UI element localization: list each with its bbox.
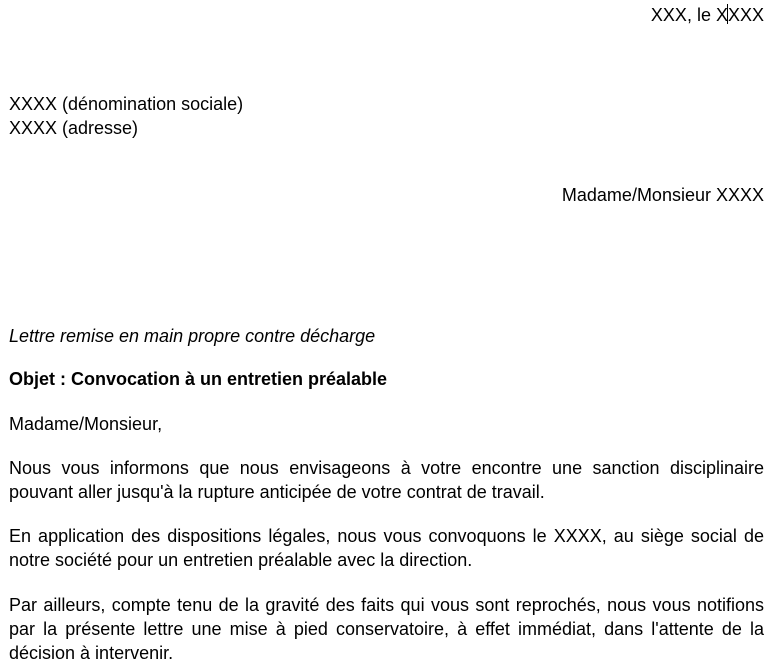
place-date-suffix: XXX	[727, 5, 764, 25]
sender-name: XXXX (dénomination sociale)	[9, 94, 244, 114]
paragraph-convocation: En application des dispositions légales, nous vous convoquons le XXXX, au siège social de notre société pour un entretien préalable avec la direction.	[9, 526, 764, 570]
place-date-prefix: XXX, le X	[650, 5, 728, 25]
paragraph-sanction: Nous vous informons que nous envisageons à votre encontre une sanction disciplinaire pouvant aller jusqu'à la rupture anticipée de votre contrat de travail.	[9, 458, 764, 502]
delivery-note: Lettre remise en main propre contre décharge	[9, 326, 376, 346]
paragraph-suspension: Par ailleurs, compte tenu de la gravité des faits qui vous sont reprochés, nous vous notifions par la présente lettre une mise à pied conservatoire, à effet immédiat, dans l'attente de la décision à intervenir.	[9, 595, 764, 663]
letter-subject: Objet : Convocation à un entretien préalable	[9, 369, 388, 389]
sender-address: XXXX (adresse)	[9, 118, 139, 138]
salutation: Madame/Monsieur,	[9, 414, 163, 434]
place-date-line	[651, 3, 764, 27]
recipient-name: Madame/Monsieur XXXX	[561, 185, 764, 205]
